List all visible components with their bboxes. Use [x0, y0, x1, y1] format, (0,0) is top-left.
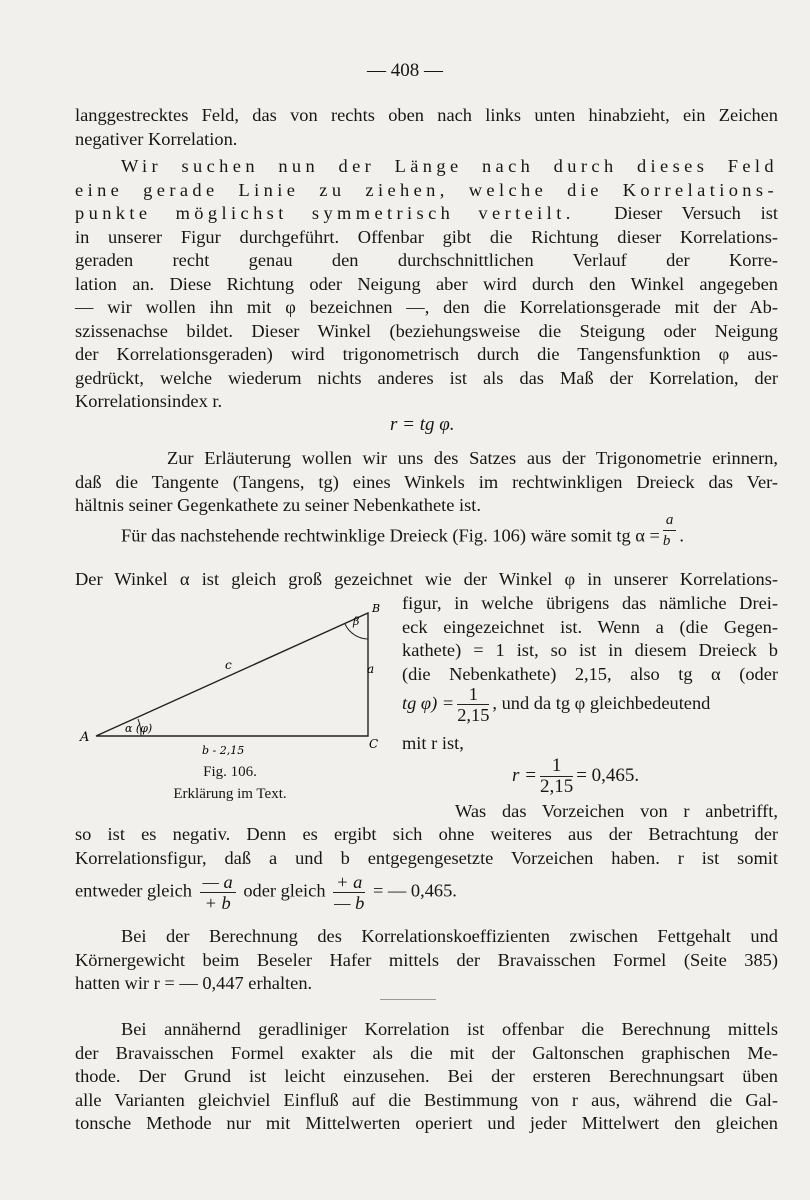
equation-sign-line: [75, 872, 778, 913]
fraction-numerator: — a: [200, 872, 236, 893]
text-line: langgestrecktes Feld, das von rechts oben nach links unten hinabzieht, ein Zeichen: [75, 105, 778, 125]
fraction-denominator: b: [662, 533, 671, 549]
label-B: B: [372, 602, 381, 615]
paragraph-2: [75, 155, 778, 414]
spaced-line: Wir suchen nun der Länge nach durch dieses Feld: [121, 156, 778, 176]
fraction-a-over-b: [663, 510, 677, 551]
label-A: A: [80, 730, 90, 745]
paragraph-6: [75, 925, 778, 996]
fraction-denominator: + b: [204, 893, 231, 913]
figure-side-text-2: mit r ist,: [402, 733, 464, 753]
label-alpha-phi: α (φ): [125, 722, 153, 735]
text-segment: entweder gleich: [75, 880, 192, 901]
text-line: der Bravaisschen Formel exakter als die mit der Galtonschen graphischen Me-: [75, 1042, 778, 1063]
text-line: kathete) = 1 ist, so ist in diesem Dreieck b: [402, 640, 778, 660]
label-beta: β: [353, 615, 360, 628]
fraction-neg-a-over-b: [200, 872, 236, 913]
page-number: — 408 —: [367, 60, 443, 81]
text-line: der Korrelationsgeraden) wird trigonometrisch durch die Tangensfunktion φ aus-: [75, 344, 778, 364]
text-line: Korrelationsfigur, daß a und b entgegengesetzte Vorzeichen haben. r ist somit: [75, 847, 778, 868]
label-C: C: [369, 737, 379, 751]
eq-left: r =: [512, 764, 537, 786]
fraction-numerator: a: [663, 510, 677, 531]
text-line: Der Winkel α ist gleich groß gezeichnet wie der Winkel φ in unserer Korrelations-: [75, 569, 778, 589]
text-line: geraden recht genau den durchschnittlichen Verlauf der Korre-: [75, 250, 778, 270]
fraction-a-over-neg-b: [333, 872, 365, 913]
eq-left: tg φ) =: [402, 692, 455, 713]
text-line: negativer Korrelation.: [75, 128, 238, 149]
text-line: lation an. Diese Richtung oder Neigung aber wird durch den Winkel angegeben: [75, 273, 778, 294]
text-line: eck eingezeichnet ist. Wenn a (die Gegen-: [402, 616, 778, 637]
fraction-denominator: 2,15: [539, 776, 574, 797]
paragraph-1: [75, 104, 778, 151]
text-line: Korrelationsindex r.: [75, 391, 223, 411]
text-line: szissenachse bildet. Dieser Winkel (beziehungsweise die Steigung oder Neigung: [75, 320, 778, 341]
text-segment: oder gleich: [243, 880, 326, 901]
text-line: Zur Erläuterung wollen wir uns des Satzes aus der Trigonometrie erinnern,: [167, 448, 778, 468]
text-line: tonsche Methode nur mit Mittelwerten operiert und jeder Mittelwert den gleichen: [75, 1113, 778, 1133]
figure-side-equation: [402, 684, 778, 725]
text-line: Für das nachstehende rechtwinklige Dreieck (Fig. 106) wäre somit tg α = $\frac{a}{b}$ .: [121, 512, 684, 549]
text-line: [75, 202, 778, 226]
spaced-line: eine gerade Linie zu ziehen, welche die Korrelations-: [75, 179, 778, 200]
text-segment: Dieser Versuch ist: [614, 203, 778, 223]
paragraph-5-start: [455, 800, 778, 824]
text-line: figur, in welche übrigens das nämliche Drei-: [402, 593, 778, 613]
triangle-shape: [96, 613, 368, 736]
paragraph-4: [75, 512, 778, 551]
figure-caption-title: Fig. 106.: [203, 764, 257, 780]
label-c: c: [225, 658, 232, 672]
fraction-denominator: 2,15: [457, 705, 490, 725]
text-line: Was das Vorzeichen von r anbetrifft,: [455, 801, 778, 821]
fraction-numerator: 1: [540, 756, 573, 777]
text-line: gedrückt, welche wiederum nichts anderes ist als das Maß der Korrelation, der: [75, 367, 778, 388]
spaced-text: punkte möglichst symmetrisch verteilt.: [75, 203, 575, 223]
triangle-figure: [78, 595, 390, 760]
text-line: in unserer Figur durchgeführt. Offenbar gibt die Richtung dieser Korrelations-: [75, 226, 778, 247]
eq-right: = 0,465.: [576, 764, 640, 786]
text-line: thode. Der Grund ist leicht einzusehen. Bei der ersteren Berechnungsart üben: [75, 1066, 778, 1086]
fraction-denominator: — b: [334, 893, 365, 913]
paragraph-5: [75, 823, 778, 870]
text-line: so ist es negativ. Denn es ergibt sich ohne weiteres aus der Betrachtung der: [75, 824, 778, 844]
text-line: — wir wollen ihn mit φ bezeichnen —, den die Korrelationsgerade mit der Ab-: [75, 297, 778, 317]
text-line: Bei annähernd geradliniger Korrelation ist offenbar die Berechnung mittels: [121, 1019, 778, 1039]
text-segment: Für das nachstehende rechtwinklige Dreieck (Fig. 106) wäre somit tg α =: [121, 525, 660, 546]
fraction-1-over-2-15: [457, 684, 489, 725]
text-line: daß die Tangente (Tangens, tg) eines Winkels im rechtwinkligen Dreieck das Ver-: [75, 471, 778, 492]
figure-side-text: [402, 592, 778, 686]
fraction-1-over-2-15: [540, 756, 573, 797]
equation-line: [402, 684, 711, 725]
paragraph-7: [75, 1018, 778, 1136]
label-a: a: [367, 662, 375, 676]
text-line: hältnis seiner Gegenkathete zu seiner Nebenkathete ist.: [75, 495, 481, 515]
label-b: b - 2,15: [202, 744, 245, 757]
text-segment: = — 0,465.: [372, 880, 457, 901]
text-line: hatten wir r = — 0,447 erhalten.: [75, 973, 313, 993]
paragraph-3: [75, 447, 778, 518]
text-line: Körnergewicht beim Beseler Hafer mittels der Bravaisschen Formel (Seite 385): [75, 949, 778, 970]
fraction-numerator: + a: [333, 872, 365, 893]
equation-r-tg-phi: r = tg φ.: [390, 414, 455, 435]
text-line: Bei der Berechnung des Korrelationskoeffizienten zwischen Fettgehalt und: [121, 926, 778, 946]
equation-r-value: [512, 756, 639, 797]
text-line: alle Varianten gleichviel Einfluß auf die Bestimmung von r aus, während die Gal-: [75, 1089, 778, 1110]
figure-caption-sub: Erklärung im Text.: [173, 786, 287, 802]
fraction-numerator: 1: [457, 684, 489, 705]
eq-right: , und da tg φ gleichbedeutend: [492, 692, 711, 713]
paragraph-4-cont: [75, 568, 778, 592]
section-divider: [380, 999, 436, 1000]
text-line: (die Nebenkathete) 2,15, also tg α (oder: [402, 663, 778, 684]
